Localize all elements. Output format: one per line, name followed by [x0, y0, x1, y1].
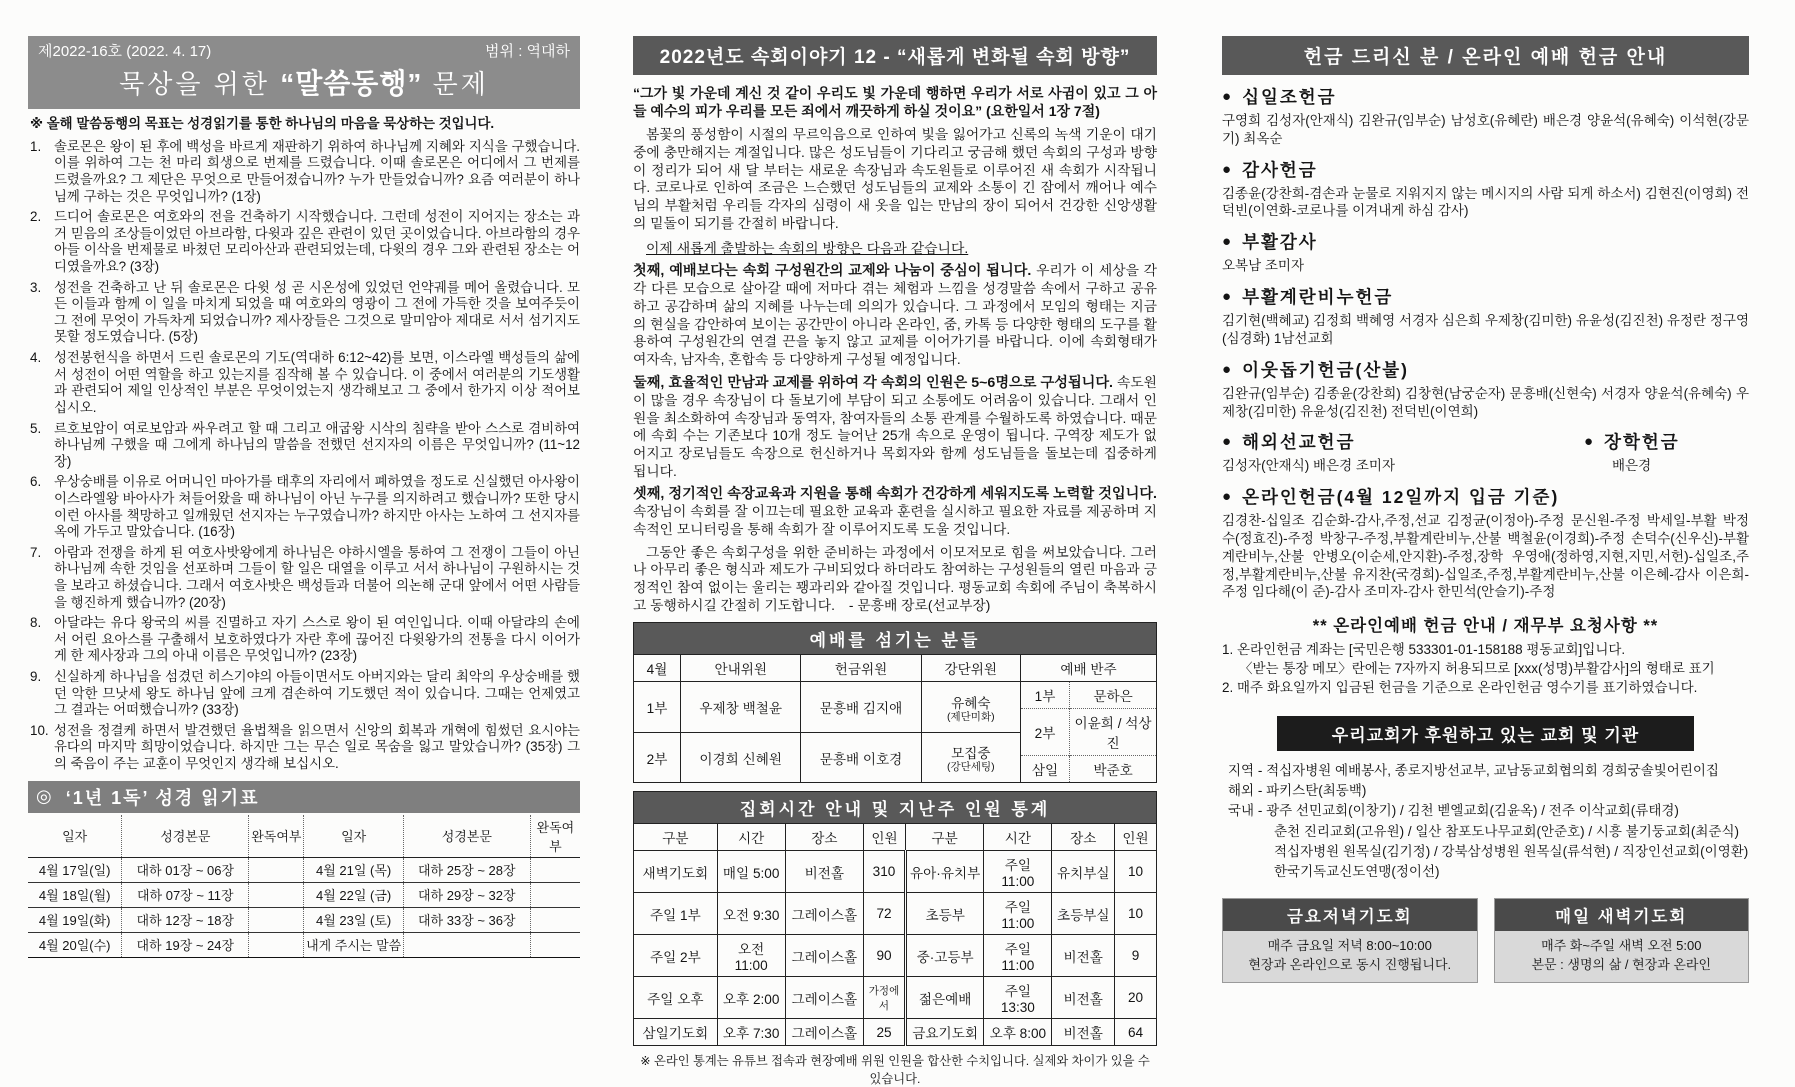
offering-section-title [1222, 157, 1749, 182]
bullet-icon: ● [1222, 488, 1234, 506]
offering-names: 김성자(안재식) 배은경 조미자 [1222, 458, 1395, 474]
reading-cell: 내게 주시는 말씀 [304, 932, 403, 957]
reading-cell [530, 907, 580, 932]
table-title-row [634, 792, 1157, 824]
offering-section [1222, 284, 1749, 348]
dawn-prayer-info [1495, 931, 1749, 982]
reading-cell [249, 932, 304, 957]
question-item [28, 474, 580, 540]
table-row [634, 977, 1157, 1019]
stats-cell: 매일 5:00 [717, 851, 785, 893]
reading-cell: 4월 23일 (토) [304, 907, 403, 932]
table-row [28, 907, 580, 932]
servants-col-header: 강단위원 [921, 655, 1020, 682]
bullet-icon: ● [1222, 233, 1234, 251]
stats-cell: 주일 11:00 [984, 851, 1052, 893]
reading-cell [249, 857, 304, 882]
question-number: 4. [30, 350, 42, 366]
point-lead: 셋째, 정기적인 속장교육과 지원을 통해 속회가 건강하게 세워지도록 노력할 것입니다. [633, 486, 1157, 503]
bible-reading-table [28, 815, 580, 958]
accomp-name: 이윤희 / 석상진 [1070, 709, 1156, 756]
servants-col-header: 4월 [634, 655, 681, 682]
offering-section-pair [1222, 429, 1749, 475]
point-lead: 둘째, 효율적인 만남과 교제를 위하여 각 속회의 인원은 5~6명으로 구성됩니다. [633, 374, 1114, 391]
stats-cell: 주일 11:00 [984, 893, 1052, 935]
question-text: 솔로몬은 왕이 된 후에 백성을 바르게 재판하기 위하여 하나님께 지혜와 지식을 구했습니다. 이를 위하여 그는 천 마리 희생으로 번제를 드렸습니다. 이때 솔로몬은 어디에서 그 번제를 드렸을까요? 그 제단은 무엇으로 만들어졌습니까? 누가 만들었습니까? 요즘 여러분이 하나님께 구하는 것은 무엇입니까? (1장) [54, 138, 580, 204]
stats-cell: 주일 11:00 [984, 935, 1052, 977]
question-item [28, 350, 580, 416]
table-row [634, 935, 1157, 977]
bullet-icon: ● [1222, 88, 1234, 105]
table-row [1021, 682, 1156, 709]
table-row [28, 857, 580, 882]
stats-cell: 그레이스홀 [785, 893, 863, 935]
stats-cell: 삼일기도회 [634, 1019, 718, 1046]
title-emphasis: “말씀동행” [280, 68, 423, 99]
scripture-verse: “그가 빛 가운데 계신 것 같이 우리도 빛 가운데 행하면 우리가 서로 사귐이 있고 그 아들 예수의 피가 우리를 모든 죄에서 깨끗하게 하실 것이요” (요한일서 1장 7절) [633, 85, 1157, 120]
reading-col-header: 완독여부 [530, 815, 580, 858]
story-paragraph: 봄꽃의 풍성함이 시절의 무르익음으로 인하여 빛을 잃어가고 신록의 녹색 기운이 대기 중에 충만해지는 계절입니다. 많은 성도님들이 기다리고 궁금해 했던 속회의 구성과 방향이 정리가 되어 새 달 부터는 새로운 속장님과 속도원들로 이루어진 새 속회가 시작됩니다. 코로나로 인하여 조금은 느슨했던 성도님들의 교제와 소통이 긴 잠에서 깨어나 예수님의 부활처럼 우리들 각자의 심령이 새 옷을 입는 만남의 장이 되어서 건강한 신앙생활의 밑돌이 되기를 간절히 바랍니다. [633, 127, 1157, 231]
reading-cell [530, 882, 580, 907]
stats-cell: 오후 2:00 [717, 977, 785, 1019]
prayer-meeting-boxes [1222, 898, 1749, 983]
table-row [634, 682, 1157, 733]
service-times-title: 집회시간 안내 및 지난주 인원 통계 [634, 792, 1157, 824]
offering-names: 구영희 김성자(안재식) 김완규(임부순) 남성호(유혜란) 배은경 양윤석(유혜숙) 이석현(강문기) 최옥순 [1222, 113, 1749, 146]
reading-cell: 대하 01장 ~ 06장 [122, 857, 249, 882]
question-number: 6. [30, 474, 42, 490]
offering-section-title [1222, 229, 1749, 254]
supported-orgs-line: 국내 - 광주 선민교회(이창기) / 김천 벧엘교회(김윤옥) / 전주 이삭교회(류태경) [1228, 803, 1679, 819]
bullet-icon: ● [1222, 160, 1234, 178]
point-paragraph [633, 374, 1157, 480]
point-lead: 첫째, 예배보다는 속회 구성원간의 교제와 나눔이 중심이 됩니다. [633, 263, 1032, 280]
stats-cell: 비전홀 [785, 851, 863, 893]
supported-orgs-line: 해외 - 파키스탄(최동백) [1228, 783, 1367, 799]
stats-cell: 비전홀 [1052, 977, 1115, 1019]
table-row [634, 893, 1157, 935]
stats-cell: 90 [864, 935, 906, 977]
stats-cell: 72 [864, 893, 906, 935]
accomp-part: 1부 [1034, 689, 1056, 705]
bullet-icon: ● [1222, 360, 1234, 378]
stats-cell: 주일 1부 [634, 893, 718, 935]
offering-section [1222, 484, 1749, 601]
question-item [28, 545, 580, 611]
reading-cell [530, 857, 580, 882]
stats-cell: 310 [864, 851, 906, 893]
section-title-text: 십일조헌금 [1242, 87, 1337, 107]
stats-cell: 주일 오후 [634, 977, 718, 1019]
offering-section [1222, 229, 1749, 275]
reading-cell: 4월 19일(화) [28, 907, 122, 932]
reading-col-header: 성경본문 [122, 815, 249, 858]
stats-cell: 10 [1115, 893, 1157, 935]
closing-paragraph [633, 544, 1157, 615]
question-item [28, 669, 580, 719]
service-times-table [633, 791, 1157, 1046]
story-header-bar: 2022년도 속회이야기 12 - “새롭게 변화될 속회 방향” [633, 36, 1157, 75]
stats-col-header: 시간 [984, 824, 1052, 851]
offering-names: 오복남 조미자 [1222, 258, 1304, 274]
stats-cell: 새벽기도회 [634, 851, 718, 893]
friday-prayer-box [1222, 898, 1478, 983]
stats-cell: 그레이스홀 [785, 977, 863, 1019]
reading-cell [249, 882, 304, 907]
stats-cell: 초등부 [905, 893, 983, 935]
question-text: 성전을 건축하고 난 뒤 솔로몬은 다윗 성 곧 시온성에 있었던 언약궤를 메어 올렸습니다. 모든 이들과 함께 이 일을 마치게 되었을 때 여호와의 영광이 그 전에 가득한 것을 보여주듯이 그 전에 무엇이 가득차게 되었습니까? 제사장들은 그것으로 말미암아 제대로 서서 섬기지도 못할 정도였습니다. (5장) [54, 279, 580, 345]
reading-col-header: 일자 [28, 815, 122, 858]
reading-cell [249, 907, 304, 932]
question-number: 5. [30, 420, 42, 436]
reading-cell [530, 932, 580, 957]
offering-header-bar: 헌금 드리신 분 / 온라인 예배 헌금 안내 [1222, 36, 1749, 75]
stats-col-header: 장소 [785, 824, 863, 851]
stats-cell: 유아·유치부 [905, 851, 983, 893]
reading-cell: 4월 21일 (목) [304, 857, 403, 882]
bible-reading-title: ‘1년 1독’ 성경 읽기표 [65, 787, 260, 808]
section-title-text: 부활계란비누헌금 [1242, 287, 1394, 308]
section-title-text: 온라인헌금(4월 12일까지 입금 기준) [1242, 487, 1560, 508]
stats-col-header: 구분 [634, 824, 718, 851]
bullet-icon: ● [1584, 433, 1596, 451]
stats-cell: 9 [1115, 935, 1157, 977]
question-text: 르호보암이 여로보암과 싸우려고 할 때 그리고 애굽왕 시삭의 침략을 받아 스스로 겸비하여 하나님께 구했을 때 그에게 하나님의 말씀을 전했던 선지자의 이름은 무엇입니까? (11~12장) [54, 420, 580, 469]
table-row [634, 851, 1157, 893]
question-text: 신실하게 하나님을 섬겼던 히스기야의 아들이면서도 아버지와는 달리 최악의 우상숭배를 했던 악한 므낫세 왕도 하나님 앞에 크게 겸손하여 기도했던 적이 있습니다. 그때는 언제였고 그 결과는 어떠했습니까? (33장) [54, 669, 580, 718]
author-signature: - 문흥배 장로(선교부장) [848, 597, 991, 613]
stats-cell: 25 [864, 1019, 906, 1046]
altar-name [921, 682, 1020, 733]
servants-col-header: 예배 반주 [1020, 655, 1156, 682]
offering-section-title [1222, 484, 1749, 509]
supported-orgs-header-bar: 우리교회가 후원하고 있는 교회 및 기관 [1277, 716, 1694, 751]
stats-cell: 비전홀 [1052, 1019, 1115, 1046]
bullet-icon: ● [1222, 433, 1234, 451]
offering-names: 문흥배 김지애 [801, 682, 921, 733]
friday-prayer-title: 금요저녁기도회 [1223, 899, 1477, 931]
question-text: 우상숭배를 이유로 어머니인 마아가를 태후의 자리에서 폐하였을 정도로 신실했던 아사왕이 이스라엘왕 바아사가 쳐들어왔을 때 하나님이 아닌 누구를 의지하려고 했습니까? 또한 당시 이런 아사를 책망하고 일깨웠던 선지자는 누구였습니까? 하지만 아사는 노하여 그 선지자를 옥에 가두고 말았습니다. (16장) [54, 474, 580, 540]
offering-section-title [1222, 284, 1749, 309]
servants-col-header: 안내위원 [681, 655, 801, 682]
stats-cell: 중·고등부 [905, 935, 983, 977]
question-number: 1. [30, 138, 42, 154]
stats-footnote: ※ 온라인 통계는 유튜브 접속과 현장예배 위원 인원을 합산한 수치입니다. 실제와 차이가 있을 수 있습니다. [640, 1054, 1150, 1087]
stats-cell: 64 [1115, 1019, 1157, 1046]
accomp-name: 문하은 [1070, 682, 1156, 709]
dawn-prayer-title: 매일 새벽기도회 [1495, 899, 1749, 931]
supported-orgs-line: 춘천 진리교회(고유원) / 일산 참포도나무교회(안준호) / 시흥 불기둥교회(최준식) [1274, 823, 1740, 839]
table-header-row [634, 824, 1157, 851]
finance-notice-subline: 〈받는 통장 메모〉란에는 7자까지 허용되므로 [xxx(성명)부활감사]의 형태로 표기 [1239, 661, 1715, 677]
prayer-time-line: 매주 화~주일 새벽 오전 5:00 [1541, 938, 1702, 954]
left-header-bar [28, 36, 580, 109]
altar-person: 유혜숙 [951, 695, 991, 711]
scripture-scope: 범위 : 역대하 [485, 43, 570, 60]
point-body: 속도원이 많을 경우 속장님이 다 돌보기에 부담이 되고 소통에도 어려움이 있습니다. 그래서 인원을 최소화하여 속장님과 동역자, 참여자들의 소통 관계를 수월하도록 하였습니다. 때문에 속회 수는 기존보다 10개 정도 늘어난 25개 속으로 운영이 됩니다. 구역장 제도가 없어지고 장로님들도 속장으로 헌신하거나 목회자와 함께 성도님들을 돌보는데 집중하게 됩니다. [633, 374, 1157, 479]
stats-cell: 가정에서 [864, 977, 906, 1019]
supported-orgs-line: 적십자병원 원목실(김기정) / 강북삼성병원 원목실(류석현) / 직장인선교회(이영환) [1274, 843, 1749, 859]
reading-cell [403, 932, 530, 957]
meditation-column [28, 36, 580, 958]
question-number: 2. [30, 209, 42, 225]
offering-section-title [1222, 429, 1584, 454]
offering-section-title [1222, 84, 1749, 109]
offering-section-title [1584, 429, 1749, 454]
worship-servants-title: 예배를 섬기는 분들 [634, 623, 1157, 655]
question-item [28, 723, 580, 773]
title-suffix: 문제 [432, 69, 489, 99]
question-text: 드디어 솔로몬은 여호와의 전을 건축하기 시작했습니다. 그런데 성전이 지어지는 장소는 과거 믿음의 조상들이었던 아브라함, 다윗과 깊은 관련이 있던 곳이었습니다. 아브라함의 경우 아들 이삭을 번제물로 바쳤던 모리아산과 관련되었는데, 다윗의 경우 그와 관련된 장소는 어디였을까요? (3장) [54, 209, 580, 275]
altar-role: (강단세팅) [947, 761, 995, 774]
accompanist-table [1021, 682, 1156, 782]
accomp-name: 박준호 [1070, 756, 1156, 783]
dawn-prayer-box [1494, 898, 1750, 983]
stats-cell: 금요기도회 [905, 1019, 983, 1046]
table-row [28, 882, 580, 907]
table-row [1021, 756, 1156, 783]
usher-names: 이경희 신혜원 [681, 732, 801, 783]
section-title-text: 해외선교헌금 [1242, 432, 1356, 453]
question-item [28, 615, 580, 665]
bullet-icon: ● [1222, 288, 1234, 306]
reading-cell: 4월 20일(수) [28, 932, 122, 957]
offering-names: 배은경 [1612, 458, 1652, 474]
table-row [28, 932, 580, 957]
finance-notice-line: 2. 매주 화요일까지 입금된 헌금을 기준으로 온라인헌금 영수기를 표기하였습니다. [1222, 679, 1698, 695]
usher-names: 우제창 백철윤 [681, 682, 801, 733]
stats-cell: 초등부실 [1052, 893, 1115, 935]
stats-cell: 비전홀 [1052, 935, 1115, 977]
reading-cell: 4월 18일(월) [28, 882, 122, 907]
friday-prayer-info [1223, 931, 1477, 982]
stats-cell: 그레이스홀 [785, 1019, 863, 1046]
issue-number: 제2022-16호 (2022. 4. 17) [38, 43, 212, 60]
point-paragraph [633, 262, 1157, 368]
stats-cell: 10 [1115, 851, 1157, 893]
bible-reading-header-bar [28, 781, 580, 813]
question-item [28, 280, 580, 346]
section-title-text: 이웃돕기헌금(산불) [1242, 359, 1409, 380]
offering-names: 김경찬-십일조 김순화-감사,주정,선교 김정균(이정아)-주정 문신원-주정 박세일-부활 박정수(정효진)-주정 박창구-주정,부활계란비누,산불 백철윤(이경희)-주정 손덕수(신우신)-부활계란비누,산불 안병오(이순세,안지환)-주정,장학 우영애(정하영,지현,지민,서헌)-십일조,주정,부활계란비누,산불 유지찬(국경희)-십일조,주정,부활계란비누,산불 이은혜-감사 이은희-주정 임다해(이 준)-감사 조미자-감사 한민석(안슬기)-주정 [1222, 513, 1749, 600]
question-number: 10. [30, 722, 49, 738]
stats-cell: 오전 11:00 [717, 935, 785, 977]
question-number: 9. [30, 669, 42, 685]
table-row [634, 1019, 1157, 1046]
question-text: 성전봉헌식을 하면서 드린 솔로몬의 기도(역대하 6:12~42)를 보면, 이스라엘 백성들의 삶에서 성전이 어떤 역할을 하고 있는지를 짐작해 볼 수 있습니다. 이 중에서 여러분의 기도생활과 관련되어 제일 인상적인 부분은 무엇이었는지 생각해보고 그 중에서 한가지 이상 적어보십시오. [54, 350, 580, 415]
accomp-part: 삼일 [1021, 756, 1070, 783]
stats-cell: 오후 8:00 [984, 1019, 1052, 1046]
question-text: 아달랴는 유다 왕국의 씨를 진멸하고 자기 스스로 왕이 된 여인입니다. 이때 아달랴의 손에서 어린 요아스를 구출해서 보호하였다가 자란 후에 끊어진 다윗왕가의 전통을 다시 이어가게 한 제사장과 그의 아내 이름은 무엇입니까? (23장) [54, 615, 580, 664]
service-part: 1부 [634, 682, 681, 733]
circle-marker-icon: ◎ [36, 786, 54, 807]
reading-cell: 대하 19장 ~ 24장 [122, 932, 249, 957]
offering-names: 김완규(임부순) 김종윤(강찬희) 김창현(남궁순자) 문흥배(신현숙) 서경자 양윤석(유혜숙) 우제창(김미한) 유윤성(김진천) 전덕빈(이연희) [1222, 385, 1749, 419]
stats-cell: 오전 9:30 [717, 893, 785, 935]
question-item [28, 209, 580, 275]
point-body: 우리가 이 세상을 각각 다른 모습으로 살아갈 때에 저마다 겪는 체험과 느낌을 성경말씀 속에서 구하고 공유하고 공감하며 삶의 지혜를 나누는데 의의가 있습니다. 그 과정에서 모임의 형태는 지금의 현실을 감안하여 보이는 공간만이 아니라 온라인, 줌, 카톡 등 다양한 형태의 도구를 활용하여 구성원간의 연결 끈을 놓지 않고 교제를 이어가기를 바랍니다. 이에 속회형태가 여자속, 남자속, 혼합속 등 다양하게 구성될 예정입니다. [633, 263, 1158, 368]
prayer-time-line: 매주 금요일 저녁 8:00~10:00 [1267, 938, 1432, 954]
question-text: 아람과 전쟁을 하게 된 여호사밧왕에게 하나님은 야하시엘을 통하여 그 전쟁이 그들이 아닌 하나님께 속한 것임을 선포하며 그들이 할 일은 대열을 이루고 서서 하나님이 구원하시는 것을 보라고 하셨습니다. 그래서 여호사밧은 백성들과 더불어 의논해 군대 앞에서 어떤 사람들을 행진하게 했습니까? (20장) [54, 544, 580, 610]
question-text: 성전을 정결케 하면서 발견했던 율법책을 읽으면서 신앙의 회복과 개혁에 힘썼던 요시야는 유다의 마지막 희망이었습니다. 하지만 그는 무슨 일로 목숨을 잃고 말았습니까? (35장) 그의 죽음이 주는 교훈이 무엇인지 생각해 보십시오. [54, 722, 580, 772]
stats-col-header: 구분 [905, 824, 983, 851]
reading-cell: 대하 29장 ~ 32장 [403, 882, 530, 907]
worship-servants-table [633, 622, 1157, 783]
question-number: 8. [30, 615, 42, 631]
stats-col-header: 인원 [1115, 824, 1157, 851]
offering-section [1222, 157, 1749, 221]
accompanist-cell [1020, 682, 1156, 783]
offering-names: 김기현(백혜교) 김정희 백혜영 서경자 심은희 우제창(김미한) 유윤성(김진천) 유정란 정구영(심경화) 1남선교회 [1222, 313, 1749, 346]
meditation-goal-note: ※ 올해 말씀동행의 목표는 성경읽기를 통한 하나님의 마음을 묵상하는 것입니다. [30, 116, 495, 131]
reading-cell: 대하 33장 ~ 36장 [403, 907, 530, 932]
stats-cell: 그레이스홀 [785, 935, 863, 977]
finance-notice-line: 1. 온라인헌금 계좌는 [국민은행 533301-01-158188 평동교회]입니다. [1222, 642, 1626, 658]
table-title-row [634, 623, 1157, 655]
table-header-row [634, 655, 1157, 682]
stats-col-header: 인원 [864, 824, 906, 851]
stats-col-header: 장소 [1052, 824, 1115, 851]
reading-col-header: 성경본문 [403, 815, 530, 858]
offering-column [1222, 36, 1749, 983]
stats-cell: 젊은예배 [905, 977, 983, 1019]
altar-role: (제단미화) [947, 710, 995, 723]
question-number: 7. [30, 544, 42, 560]
supported-orgs-line: 한국기독교신도연맹(정이선) [1274, 864, 1440, 880]
offering-names: 문흥배 이호경 [801, 732, 921, 783]
story-transition-line [633, 237, 1157, 257]
reading-cell: 대하 12장 ~ 18장 [122, 907, 249, 932]
underlined-sentence: 이제 새롭게 출발하는 속회의 방향은 다음과 같습니다. [646, 240, 969, 257]
offering-section [1222, 429, 1584, 475]
question-item [28, 139, 580, 205]
question-number: 3. [30, 279, 42, 295]
accomp-part: 2부 [1021, 709, 1070, 756]
closing-text: 그동안 좋은 속회구성을 위한 준비하는 과정에서 이모저모로 힘을 써보았습니다. 그러나 아무리 좋은 형식과 제도가 구비되었다 하더라도 참여하는 구성원들의 열린 마음과 긍정적인 참여 없이는 울리는 꽹과리와 같아질 것입니다. 평동교회 속회에 주님이 축복하시고 동행하시길 간절히 기도합니다. [633, 544, 1157, 613]
stats-cell: 유치부실 [1052, 851, 1115, 893]
offering-section [1584, 429, 1749, 475]
stats-cell: 20 [1115, 977, 1157, 1019]
offering-section [1222, 84, 1749, 148]
stats-cell: 오후 7:30 [717, 1019, 785, 1046]
table-header-row [28, 815, 580, 858]
point-paragraph [633, 485, 1157, 538]
question-item [28, 421, 580, 471]
section-title-text: 장학헌금 [1604, 432, 1680, 453]
reading-cell: 4월 22일 (금) [304, 882, 403, 907]
offering-section-title [1222, 357, 1749, 382]
reading-cell: 대하 25장 ~ 28장 [403, 857, 530, 882]
reading-cell: 4월 17일(일) [28, 857, 122, 882]
stats-col-header: 시간 [717, 824, 785, 851]
finance-notice-title: ** 온라인예배 헌금 안내 / 재무부 요청사항 ** [1312, 617, 1659, 636]
table-row [1021, 709, 1156, 756]
prayer-detail-line: 현장과 온라인으로 동시 진행됩니다. [1248, 957, 1452, 973]
service-part: 2부 [634, 732, 681, 783]
reading-cell: 대하 07장 ~ 11장 [122, 882, 249, 907]
cell-group-story-column [633, 36, 1157, 1087]
title-prefix: 묵상을 위한 [119, 69, 270, 99]
section-title-text: 감사헌금 [1242, 159, 1318, 180]
page-title [38, 62, 570, 102]
reading-col-header: 완독여부 [249, 815, 304, 858]
reading-col-header: 일자 [304, 815, 403, 858]
supported-orgs-line: 지역 - 적십자병원 예배봉사, 종로지방선교부, 교남동교회협의회 경희궁솔빛어린이집 [1228, 762, 1719, 778]
altar-name [921, 732, 1020, 783]
prayer-detail-line: 본문 : 생명의 삶 / 현장과 온라인 [1531, 957, 1712, 973]
offering-names: 김종윤(강찬희-겸손과 눈물로 지워지지 않는 메시지의 사람 되게 하소서) 김현진(이영희) 전덕빈(이연화-코로나를 이겨내게 하심 감사) [1222, 185, 1749, 219]
point-body: 속장님이 속회를 잘 이끄는데 필요한 교육과 훈련을 실시하고 필요한 자료를 제공하며 지속적인 모니터링을 통해 속회가 잘 이루어지도록 도울 것입니다. [633, 504, 1157, 538]
stats-cell: 주일 13:30 [984, 977, 1052, 1019]
section-title-text: 부활감사 [1242, 232, 1318, 253]
offering-section [1222, 357, 1749, 421]
servants-col-header: 헌금위원 [801, 655, 921, 682]
stats-cell: 주일 2부 [634, 935, 718, 977]
altar-person: 모집중 [951, 746, 991, 762]
